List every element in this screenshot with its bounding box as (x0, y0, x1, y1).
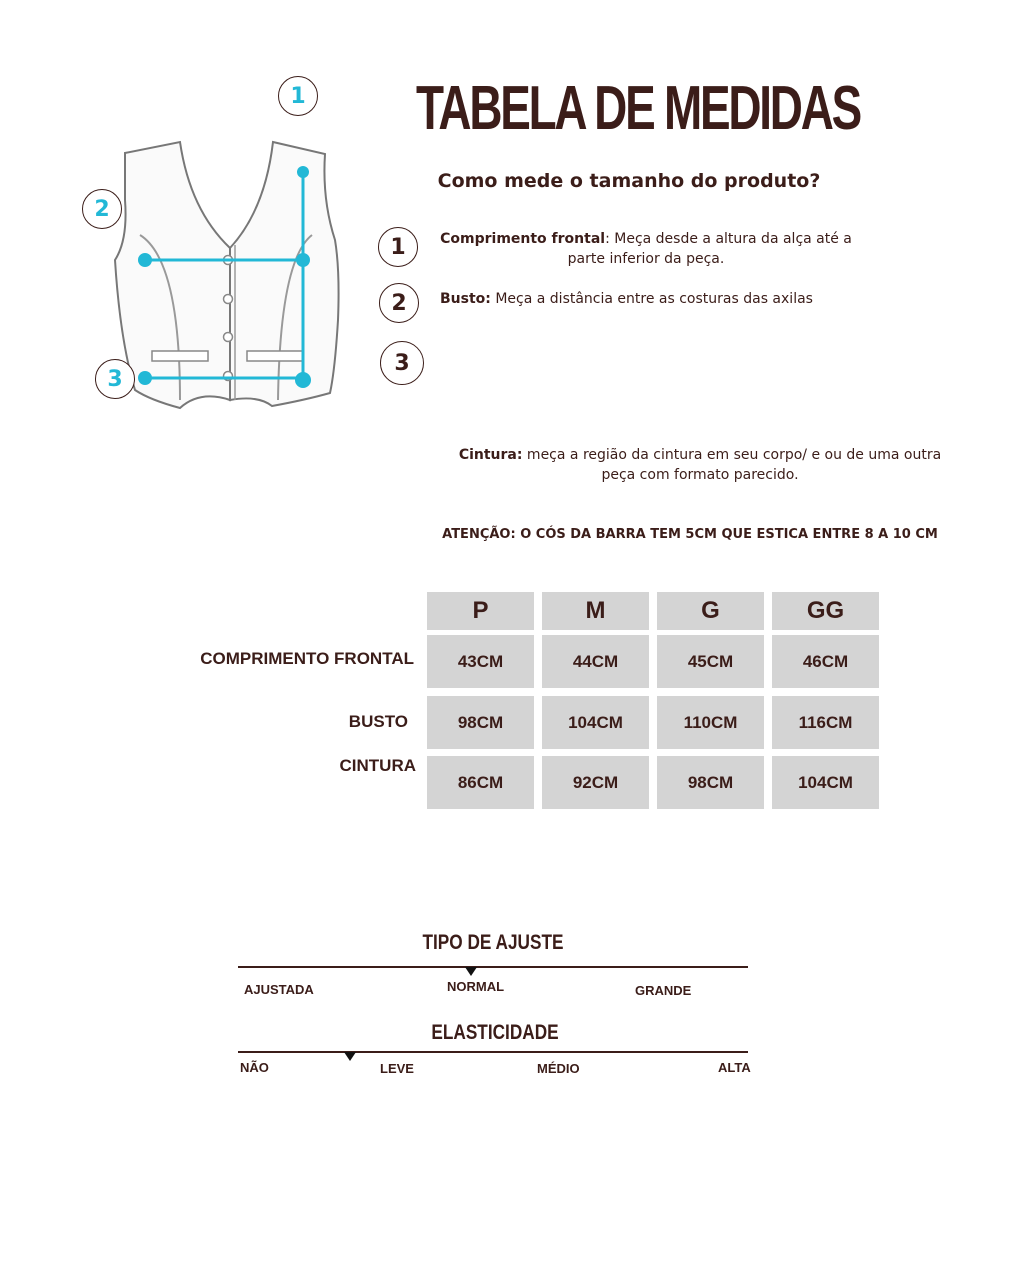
elasticity-scale-line (238, 1051, 748, 1053)
table-cell: 104CM (772, 756, 879, 809)
size-header-g: G (657, 592, 764, 630)
diagram-marker-3: 3 (95, 359, 135, 399)
fit-option-normal: NORMAL (447, 979, 505, 994)
instruction-2 (440, 289, 820, 309)
instruction-3 (452, 445, 948, 485)
instruction-2-label: Busto: (440, 291, 491, 307)
instruction-number-1: 1 (378, 227, 418, 267)
instruction-number-3: 3 (380, 341, 424, 385)
row-label-comprimento: COMPRIMENTO FRONTAL (200, 649, 414, 668)
instruction-1-label: Comprimento frontal (440, 231, 606, 247)
elasticity-scale-title: ELASTICIDADE (431, 1021, 559, 1044)
page-subtitle: Como mede o tamanho do produto? (437, 170, 821, 192)
table-cell: 44CM (542, 635, 649, 688)
page-title: TABELA DE MEDIDAS (416, 74, 860, 143)
fit-scale-marker (465, 967, 477, 976)
elasticity-option-nao: NÃO (240, 1060, 269, 1075)
instruction-1-text: : Meça desde a altura da alça até a parte inferior da peça. (567, 231, 852, 267)
table-cell: 86CM (427, 756, 534, 809)
table-cell: 110CM (657, 696, 764, 749)
elasticity-scale-marker (344, 1052, 356, 1061)
table-cell: 104CM (542, 696, 649, 749)
instruction-number-2: 2 (379, 283, 419, 323)
size-header-m: M (542, 592, 649, 630)
instruction-2-text: Meça a distância entre as costuras das axilas (490, 291, 813, 307)
table-cell: 92CM (542, 756, 649, 809)
row-label-cintura: CINTURA (339, 756, 416, 775)
waistband-warning: ATENÇÃO: O CÓS DA BARRA TEM 5CM QUE ESTICA ENTRE 8 A 10 CM (442, 527, 938, 542)
page-title-wrap (416, 74, 860, 148)
row-label-busto: BUSTO (348, 712, 408, 731)
instruction-3-text: meça a região da cintura em seu corpo/ e ou de uma outra peça com formato parecido. (522, 447, 942, 483)
elasticity-option-leve: LEVE (380, 1061, 414, 1076)
table-cell: 98CM (657, 756, 764, 809)
size-header-gg: GG (772, 592, 879, 630)
table-cell: 45CM (657, 635, 764, 688)
table-cell: 43CM (427, 635, 534, 688)
table-cell: 116CM (772, 696, 879, 749)
table-cell: 98CM (427, 696, 534, 749)
fit-scale-title: TIPO DE AJUSTE (422, 931, 564, 954)
fit-option-ajustada: AJUSTADA (244, 982, 314, 997)
elasticity-option-alta: ALTA (718, 1060, 751, 1075)
diagram-marker-1: 1 (278, 76, 318, 116)
fit-option-grande: GRANDE (635, 983, 692, 998)
instruction-1 (428, 229, 864, 269)
size-header-p: P (427, 592, 534, 630)
table-cell: 46CM (772, 635, 879, 688)
fit-scale-line (238, 966, 748, 968)
elasticity-option-medio: MÉDIO (537, 1061, 580, 1076)
instruction-3-label: Cintura: (458, 447, 523, 463)
diagram-marker-2: 2 (82, 189, 122, 229)
